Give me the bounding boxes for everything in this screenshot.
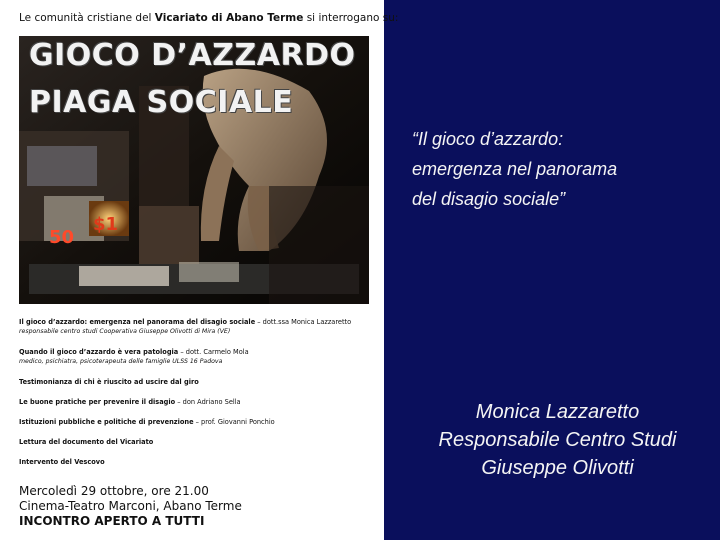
- program-item: [19, 348, 249, 356]
- program-item-title: Lettura del documento del Vicariato: [19, 438, 154, 446]
- program-item-subtitle: responsabile centro studi Cooperativa Giuseppe Olivotti di Mira (VE): [19, 328, 231, 335]
- poster-header: [19, 12, 398, 24]
- program-item-title: Istituzioni pubbliche e politiche di prevenzione: [19, 418, 194, 426]
- program-item-subtitle: medico, psichiatra, psicoterapeuta delle famiglie ULSS 16 Padova: [19, 358, 223, 365]
- author-role: Responsabile Centro Studi: [438, 429, 677, 451]
- program-item-speaker: – dott.ssa Monica Lazzaretto: [255, 318, 352, 326]
- program-item-title: Testimonianza di chi è riuscito ad uscire dal giro: [19, 378, 199, 386]
- program-item: [19, 458, 105, 466]
- program-item: [19, 378, 199, 386]
- poster-title-line2: PIAGA SOCIALE: [29, 85, 294, 120]
- quote-line: emergenza nel panorama: [412, 159, 618, 179]
- slot-machine-illustration: [19, 36, 369, 304]
- program-item-speaker: – dott. Carmelo Mola: [178, 348, 249, 356]
- slot-display-50: 50: [49, 227, 75, 248]
- poster-header-suffix: si interrogano su:: [303, 12, 399, 24]
- program-item-title: Intervento del Vescovo: [19, 458, 105, 466]
- program-item-speaker: – prof. Giovanni Ponchio: [193, 418, 275, 426]
- event-date: Mercoledì 29 ottobre, ore 21.00: [19, 484, 209, 498]
- author-name: Monica Lazzaretto: [475, 401, 640, 423]
- program-item-title: Le buone pratiche per prevenire il disagio: [19, 398, 176, 406]
- event-info: [19, 484, 242, 529]
- slide-quote: [412, 124, 617, 214]
- program-item: [19, 398, 241, 406]
- event-venue: Cinema-Teatro Marconi, Abano Terme: [19, 499, 242, 513]
- event-open-notice: INCONTRO APERTO A TUTTI: [19, 514, 205, 528]
- slot-machine-photo: [19, 36, 369, 304]
- poster-title-line1: GIOCO D’AZZARDO: [29, 38, 356, 73]
- author-organization: Giuseppe Olivotti: [481, 457, 634, 479]
- slot-display-dollar: $1: [93, 214, 119, 235]
- poster-header-vicariato: Vicariato di Abano Terme: [154, 12, 304, 24]
- program-item: [19, 438, 153, 446]
- program-item-title: Il gioco d’azzardo: emergenza nel panorama del disagio sociale: [19, 318, 256, 326]
- quote-line: del disagio sociale”: [412, 189, 566, 209]
- poster-header-prefix: Le comunità cristiane del: [19, 12, 155, 24]
- program-item: [19, 418, 275, 426]
- quote-line: “Il gioco d’azzardo:: [412, 129, 564, 149]
- program-item: [19, 318, 351, 326]
- program-item-speaker: – don Adriano Sella: [175, 398, 241, 406]
- program-item-title: Quando il gioco d’azzardo è vera patologia: [19, 348, 179, 356]
- slide-author: [395, 398, 720, 482]
